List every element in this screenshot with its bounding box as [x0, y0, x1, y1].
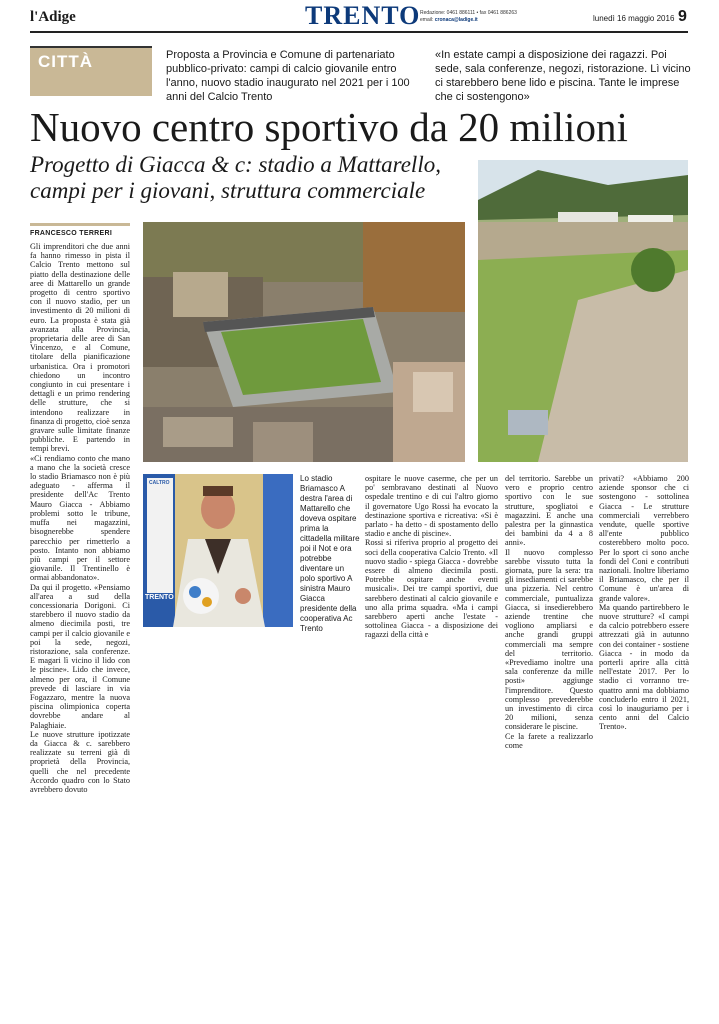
issue-date: lunedì 16 maggio 2016: [593, 14, 675, 23]
article-column-3: [505, 474, 593, 750]
stadium-aerial-photo: [143, 222, 465, 462]
paragraph: Il nuovo complesso sarebbe vissuto tutta la giornata, pure la sera: tra gli insediamenti ci sarebbe una pizzeria. Nel centro commerciale, puntualizza Giacca, si insedierebbero aziende trentine che vogliono ampliarsi e anche grandi gruppi commerciali ma sempre del territorio. «Prevediamo inoltre una sala conferenze da mille posti» aggiunge l'imprenditore. Questo complesso prevederebbe un investimento di circa 20 milioni, senza considerare le piscine.: [505, 547, 593, 732]
section-label: CITTÀ: [38, 52, 94, 71]
contact-email-label: email:: [420, 17, 434, 23]
stadium-illustration: [143, 222, 465, 462]
kicker-right: «In estate campi a disposizione dei ragazzi. Poi sede, sala conferenze, negozi, ristorazione. Lì vicino ci starebbero bene lido e piscina. Tante le imprese che ci sostengono»: [435, 49, 691, 103]
field-illustration: [478, 160, 688, 462]
article-column-1: [30, 242, 130, 794]
portrait-sign-side: TRENTO: [145, 594, 174, 601]
contact-email[interactable]: cronaca@ladige.it: [434, 17, 478, 23]
city-title: TRENTO: [305, 1, 421, 30]
article-column-4: [599, 474, 689, 732]
contact-phone: Redazione: 0461 886111 • fax 0461 886263: [420, 10, 517, 16]
subheadline: Progetto di Giacca & c: stadio a Mattarello, campi per i giovani, struttura commerciale: [30, 152, 441, 203]
paragraph: Ce la farete a realizzarlo come: [505, 731, 593, 750]
portrait-illustration: [143, 474, 293, 627]
contact-block: [420, 10, 517, 24]
paragraph: del territorio. Sarebbe un vero e proprio centro sportivo con le sue strutture, spogliatoi e magazzini. E anche una palestra per la ginnastica dei bambini da 4 a 8 anni».: [505, 474, 593, 548]
mauro-giacca-portrait: [143, 474, 293, 627]
byline: FRANCESCO TERRERI: [30, 230, 113, 237]
paragraph: Da qui il progetto. «Pensiamo all'area a sud della concessionaria Dorigoni. Ci starebbero il nuovo stadio da almeno diecimila posti, tre campi per il calcio giovanile e poi la sede, negozi, ristorazione, sala conferenze. E magari lì vicino il lido con le piscine». Lido che invece, almeno per ora, il Comune prevede di lasciare in via Fogazzaro, mentre la nuova piscina olimpionica coperta dovrebbe andare al Palaghiaie.: [30, 582, 130, 730]
paragraph: ospitare le nuove caserme, che per un po' sembravano destinati al Nuovo ospedale trentino e di cui l'altro giorno il governatore Ugo Rossi ha evocato la destinazione sportiva e ricreativa: «Si è parlato - ha detto - di spostamento dello stadio e anche di piscine».: [365, 474, 498, 539]
paragraph: Ma quando partirebbero le nuove strutture? «I campi da calcio potrebbero essere attrezzati già in autunno con dei container - sostiene Giacca - in modo da porterli aprire alla città nell'estate 2017. Per lo stadio ci vorranno tre-quattro anni ma dobbiamo concluderlo entro il 2021, così lo inauguriamo per i cento anni del Calcio Trento».: [599, 602, 689, 732]
article-column-2: [365, 474, 498, 654]
portrait-sign-top: CALTRO: [149, 480, 170, 486]
masthead-divider: [30, 31, 688, 33]
paragraph: «Ci rendiamo conto che mano a mano che la società cresce lo stadio Briamasco non è più adeguato - afferma il presidente dell'Ac Trento Mauro Giacca - Abbiamo problemi sotto le tribune, muffa nei magazzini, bisognerebbe spendere parecchio per rimetterlo a posto. Intanto non abbiamo più campi per il settore giovanile. Il Trentinello è ormai abbandonato».: [30, 453, 130, 583]
paragraph: Le nuove strutture ipotizzate da Giacca & c. sarebbero realizzate su terreni già di proprietà della Provincia, quelli che nel precedente Accordo quadro con lo Stato avrebbero dovuto: [30, 729, 130, 794]
city-masthead: [305, 1, 421, 30]
paragraph: privati? «Abbiamo 200 aziende sponsor che ci sostengono - sottolinea Giacca - Le strutture commerciali verrebbero vendute, quelle sportive all'ente pubblico costerebbero molto poco. Per lo sport ci sono anche fondi del Coni e contributi nazionali. Inoltre liberiamo il Briamasco, che per il Comune è un'area di grande valore».: [599, 474, 689, 603]
newspaper-name: l'Adige: [30, 9, 76, 25]
headline: Nuovo centro sportivo da 20 milioni: [30, 104, 628, 150]
paragraph: Rossi si riferiva proprio al progetto dei soci della cooperativa Calcio Trento. «Il nuovo stadio - spiega Giacca - dovrebbe essere di almeno diecimila posti. Potrebbe ospitare anche eventi musicali». Dei tre campi sportivi, due sarebbero destinati al calcio giovanile e uno alla prima squadra. «Ma i campi sarebbero aperti anche l'estate - sottolinea Giacca - a disposizione dei ragazzi della città e: [365, 538, 498, 640]
page-number: 9: [678, 8, 687, 25]
mattarello-area-photo: [478, 160, 688, 462]
paragraph: Gli imprenditori che due anni fa hanno rimesso in pista il Calcio Trento mettono sul piatto della destinazione delle aree di Mattarello un grande progetto di centro sportivo con il nuovo stadio, per un investimento di 20 milioni di euro. La proposta è stata già avanzata alla Provincia, proprietaria delle aree di San Vincenzo, e al Comune, titolare della pianificazione urbanistica. Ora i promotori chiedono un incontro congiunto in cui presentare i dettagli e un primo rendering delle strutture, che si intendono realizzare in finanza di progetto, cioè senza gravare sulle limitate finanze pubbliche. E partendo in tempi brevi.: [30, 242, 130, 454]
kicker-left: Proposta a Provincia e Comune di partenariato pubblico-privato: campi di calcio giovanile entro l'anno, nuovo stadio inaugurato nel 2021 per i 100 anni del Calcio Trento: [166, 49, 410, 103]
byline-divider: [30, 223, 130, 226]
photo-caption: Lo stadio Briamasco A destra l'area di Mattarello che doveva ospitare prima la cittadella militare poi il Not e ora potrebbe diventare un polo sportivo A sinistra Mauro Giacca presidente della cooperativa Ac Trento: [300, 474, 360, 633]
